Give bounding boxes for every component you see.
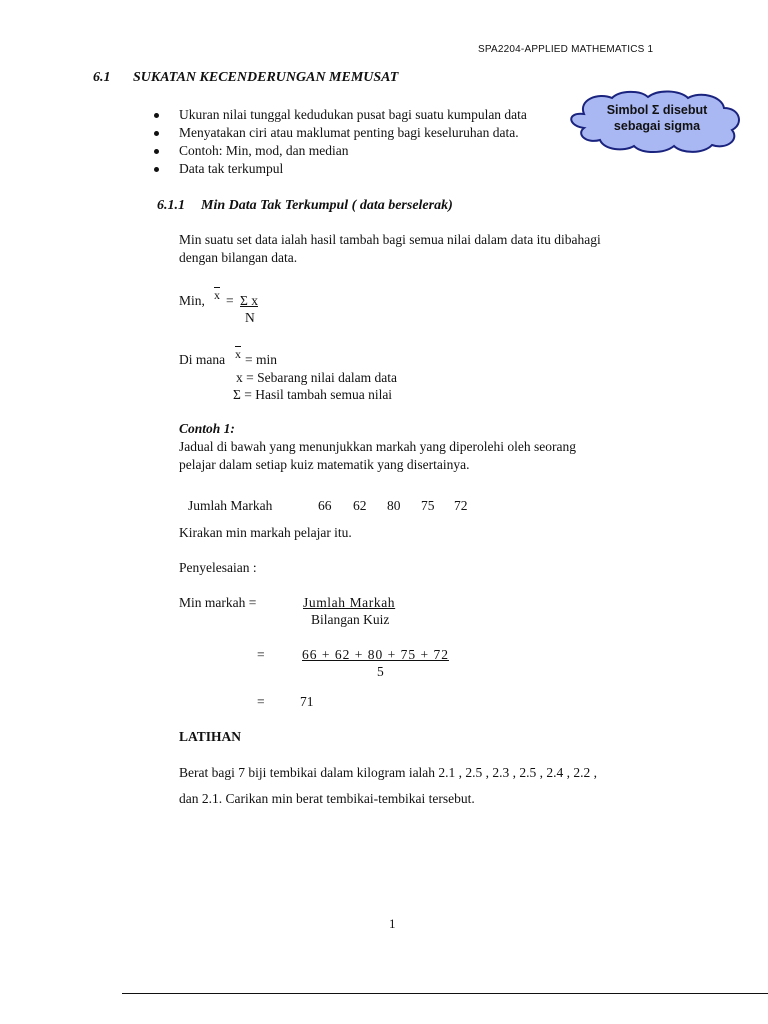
where-label: Di mana xyxy=(179,352,226,367)
exercise-line-1: Berat bagi 7 biji tembikai dalam kilogram ialah 2.1 , 2.5 , 2.3 , 2.5 , 2.4 , 2.2 , xyxy=(179,765,598,780)
bullet-text: Contoh: Min, mod, dan median xyxy=(179,143,349,158)
footer-rule xyxy=(122,993,768,994)
section-number: 6.1 xyxy=(93,70,111,85)
step1-label: Min markah = xyxy=(179,595,257,610)
bullet-text: Menyatakan ciri atau maklumat penting bagi keseluruhan data. xyxy=(179,125,519,140)
where-xbar-symbol: $\overline{x}$ xyxy=(235,347,241,361)
definition-line-1: Min suatu set data ialah hasil tambah bagi semua nilai dalam data itu dibahagi xyxy=(179,232,601,247)
where-sigma-def: Σ = Hasil tambah semua nilai xyxy=(233,387,393,402)
bullet-list xyxy=(160,106,527,178)
definition-line-2: dengan bilangan data. xyxy=(179,250,298,265)
formula-numerator: Σ x xyxy=(240,293,258,308)
bullet-text: Data tak terkumpul xyxy=(179,161,284,176)
example-title: Contoh 1: xyxy=(179,421,235,436)
formula-equals: = xyxy=(226,293,234,308)
step2-denominator: 5 xyxy=(377,664,384,679)
example-question: Kirakan min markah pelajar itu. xyxy=(179,525,352,540)
running-header: SPA2204-APPLIED MATHEMATICS 1 xyxy=(478,44,654,55)
marks-row-label: Jumlah Markah xyxy=(188,498,273,513)
mark-value: 66 xyxy=(318,498,332,513)
step3-equals: = xyxy=(257,694,265,709)
mark-value: 75 xyxy=(421,498,435,513)
result-value: 71 xyxy=(300,694,314,709)
page-number: 1 xyxy=(389,916,396,931)
formula-denominator: N xyxy=(245,310,255,325)
callout-line-2: sebagai sigma xyxy=(613,119,701,133)
callout-line-1: Simbol Σ disebut xyxy=(606,103,708,117)
bullet-item xyxy=(160,106,527,124)
bullet-text: Ukuran nilai tunggal kedudukan pusat bagi suatu kumpulan data xyxy=(179,107,527,122)
mark-value: 72 xyxy=(454,498,468,513)
exercise-line-2: dan 2.1. Carikan min berat tembikai-tembikai tersebut. xyxy=(179,791,475,806)
step2-equals: = xyxy=(257,647,265,662)
exercise-title: LATIHAN xyxy=(179,729,242,744)
step2-numerator: 66 + 62 + 80 + 75 + 72 xyxy=(302,647,449,662)
sigma-callout xyxy=(562,88,744,154)
where-xbar-def: = min xyxy=(245,352,277,367)
bullet-item xyxy=(160,142,527,160)
bullet-item xyxy=(160,124,527,142)
example-line-1: Jadual di bawah yang menunjukkan markah yang diperolehi oleh seorang xyxy=(179,439,577,454)
section-title: SUKATAN KECENDERUNGAN MEMUSAT xyxy=(133,70,399,85)
xbar-symbol: $\overline{x}$ xyxy=(214,288,220,302)
mark-value: 80 xyxy=(387,498,401,513)
solution-label: Penyelesaian : xyxy=(179,560,257,575)
subsection-title: Min Data Tak Terkumpul ( data berselerak) xyxy=(201,198,453,213)
step1-denominator: Bilangan Kuiz xyxy=(311,612,390,627)
callout-text xyxy=(592,102,722,134)
where-x-def: x = Sebarang nilai dalam data xyxy=(236,370,397,385)
bullet-item xyxy=(160,160,527,178)
example-line-2: pelajar dalam setiap kuiz matematik yang disertainya. xyxy=(179,457,470,472)
mark-value: 62 xyxy=(353,498,367,513)
step1-numerator: Jumlah Markah xyxy=(303,595,396,610)
formula-label: Min, xyxy=(179,293,205,308)
subsection-number: 6.1.1 xyxy=(157,198,185,213)
